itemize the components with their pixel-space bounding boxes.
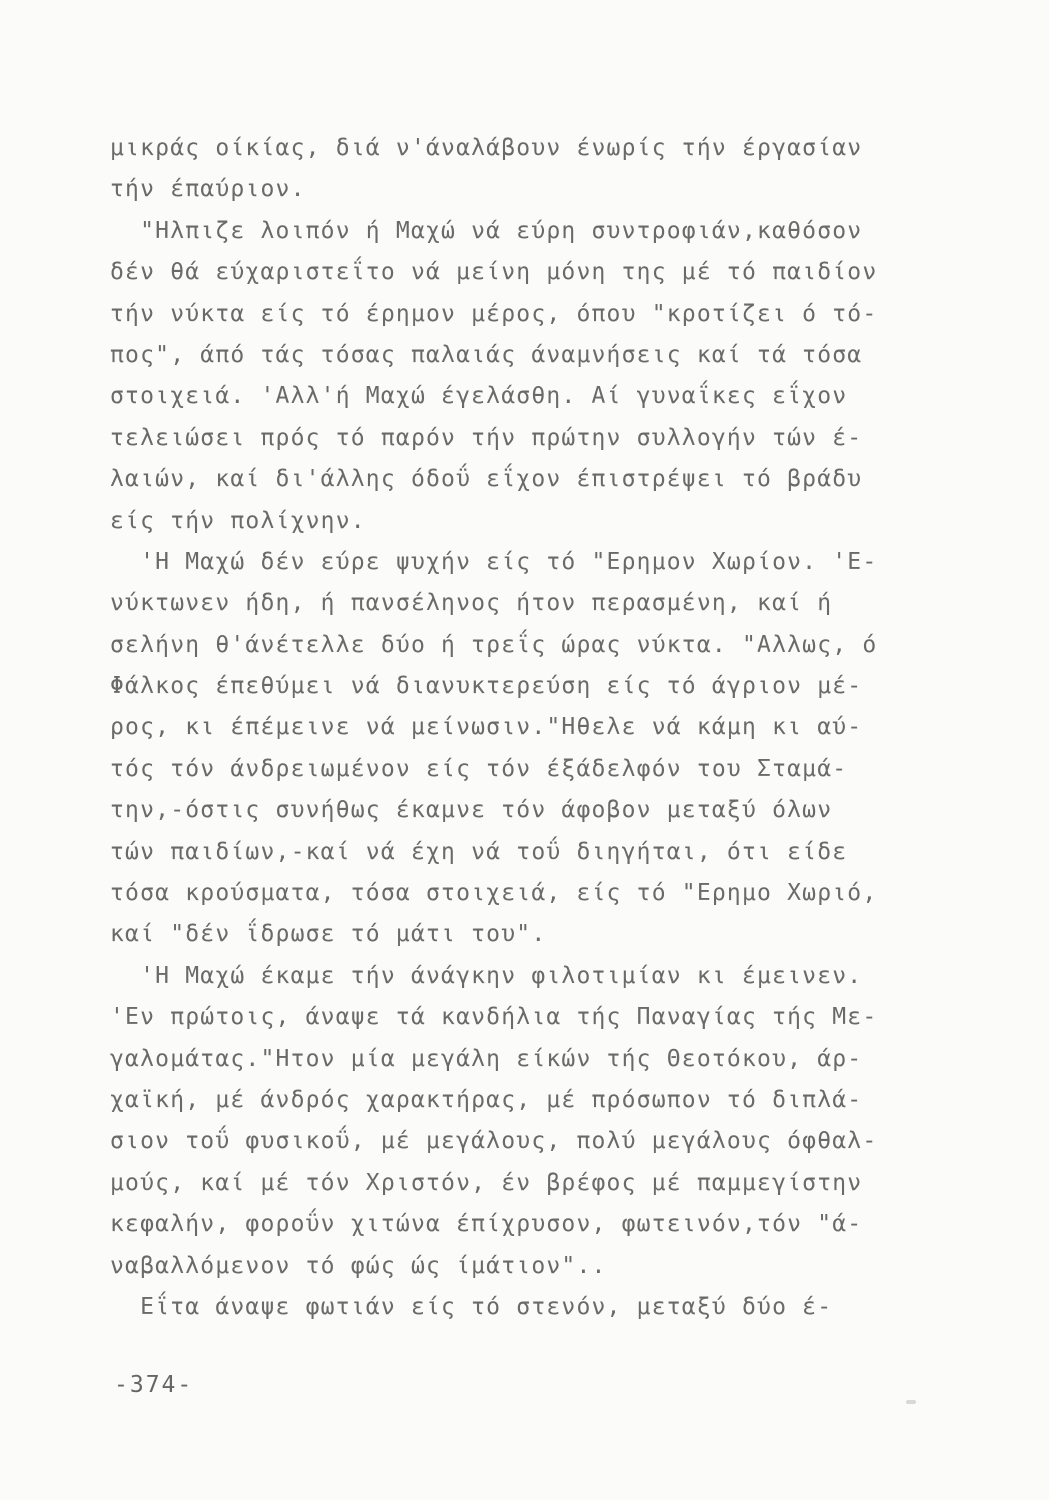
- text-line: τήν νύκτα είς τό έρημον μέρος, όπου "κροτίζει ό τό-: [110, 300, 878, 327]
- text-line: μικράς οίκίας, διά ν'άναλάβουν ένωρίς τήν έργασίαν: [110, 135, 863, 161]
- text-line: τόσα κρούσματα, τόσα στοιχειά, είς τό "Ερημο Χωριό,: [110, 880, 878, 907]
- text-line: 'Η Μαχώ έκαμε τήν άνάγκην φιλοτιμίαν κι έμεινεν.: [110, 962, 863, 989]
- text-line: είς τήν πολίχνην.: [110, 507, 366, 534]
- text-line: 'Η Μαχώ δέν εύρε ψυχήν είς τό "Ερημον Χωρίον. 'Ε-: [110, 548, 878, 575]
- text-line: καί "δέν ΐδρωσε τό μάτι του".: [110, 921, 547, 948]
- text-line: τήν έπαύριον.: [110, 176, 306, 203]
- body-text: [110, 128, 995, 1328]
- text-line: λαιών, καί δι'άλλης όδοΰ εΐχον έπιστρέψει τό βράδυ: [110, 466, 863, 493]
- text-line: νύκτωνεν ήδη, ή πανσέληνος ήτον περασμένη, καί ή: [110, 590, 833, 617]
- text-line: δέν θά εύχαριστεΐτο νά μείνη μόνη της μέ τό παιδίον: [110, 259, 878, 286]
- text-line: σελήνη θ'άνέτελλε δύο ή τρεΐς ώρας νύκτα. "Αλλως, ό: [110, 631, 878, 658]
- text-line: χαϊκή, μέ άνδρός χαρακτήρας, μέ πρόσωπον τό διπλά-: [110, 1086, 863, 1113]
- text-line: κεφαλήν, φοροΰν χιτώνα έπίχρυσον, φωτεινόν,τόν "ά-: [110, 1211, 863, 1238]
- text-line: τός τόν άνδρειωμένον είς τόν έξάδελφόν του Σταμά-: [110, 755, 848, 782]
- text-line: ρος, κι έπέμεινε νά μείνωσιν."Ηθελε νά κάμη κι αύ-: [110, 714, 863, 741]
- text-line: "Ηλπιζε λοιπόν ή Μαχώ νά εύρη συντροφιάν,καθόσον: [110, 217, 863, 244]
- text-line: τελειώσει πρός τό παρόν τήν πρώτην συλλογήν τών έ-: [110, 424, 863, 451]
- text-line: ναβαλλόμενον τό φώς ώς ίμάτιον"..: [110, 1252, 607, 1279]
- text-line: πος", άπό τάς τόσας παλαιάς άναμνήσεις καί τά τόσα: [110, 341, 863, 368]
- text-line: γαλομάτας."Ητον μία μεγάλη είκών τής Θεοτόκου, άρ-: [110, 1045, 863, 1072]
- text-line: μούς, καί μέ τόν Χριστόν, έν βρέφος μέ παμμεγίστην: [110, 1169, 863, 1196]
- ink-smudge: [906, 1400, 916, 1404]
- text-line: στοιχειά. 'Αλλ'ή Μαχώ έγελάσθη. Αί γυναΐκες εΐχον: [110, 383, 848, 410]
- page-number: -374-: [114, 1372, 194, 1398]
- text-line: Εΐτα άναψε φωτιάν είς τό στενόν, μεταξύ δύο έ-: [110, 1293, 833, 1320]
- text-line: την,-όστις συνήθως έκαμνε τόν άφοβον μεταξύ όλων: [110, 797, 833, 824]
- text-line: 'Εν πρώτοις, άναψε τά κανδήλια τής Παναγίας τής Με-: [110, 1004, 878, 1031]
- text-line: τών παιδίων,-καί νά έχη νά τοΰ διηγήται, ότι είδε: [110, 838, 848, 865]
- text-line: Φάλκος έπεθύμει νά διανυκτερεύση είς τό άγριον μέ-: [110, 673, 863, 700]
- text-line: σιον τοΰ φυσικοΰ, μέ μεγάλους, πολύ μεγάλους όφθαλ-: [110, 1128, 878, 1155]
